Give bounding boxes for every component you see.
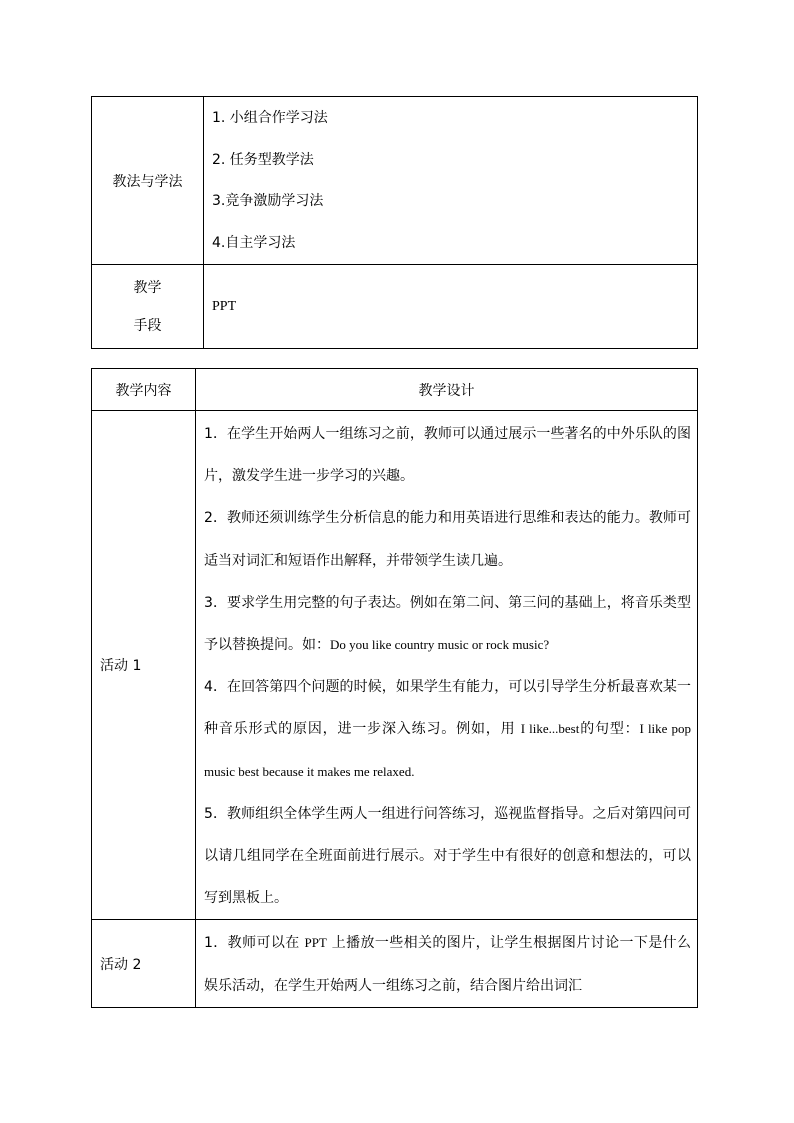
methods-label: 教法与学法 — [112, 173, 183, 190]
activity1-content — [196, 411, 698, 920]
activity2-p1-en: PPT — [304, 935, 327, 951]
activity2-p1-cn2: 上播放一些相关的图片，让学生根据图片讨论一下是什么娱乐活动，在学生开始两人一组练习之前，结合图片给出词汇 — [204, 935, 692, 994]
header-design: 教学设计 — [196, 369, 698, 411]
header-content: 教学内容 — [92, 369, 196, 411]
activity1-p3-cn: 3．要求学生用完整的句子表达。例如在第二问、第三问的基础上，将音乐类型予以替换提问。如： — [204, 594, 691, 654]
methods-list-cell — [204, 97, 698, 265]
activity1-paragraph-5: 5．教师组织全体学生两人一组进行问答练习，巡视监督指导。之后对第四问可以请几组同学在全班面前进行展示。对于学生中有很好的创意和想法的，可以写到黑板上。 — [204, 805, 691, 907]
means-value: PPT — [204, 265, 698, 349]
means-label-line1: 教学 — [133, 279, 162, 296]
method-item: 4.自主学习法 — [212, 234, 296, 251]
activity1-paragraph-1: 1．在学生开始两人一组练习之前，教师可以通过展示一些著名的中外乐队的图片，激发学生进一步学习的兴趣。 — [204, 426, 691, 485]
activity2-paragraph-1 — [204, 922, 691, 1006]
method-item: 1. 小组合作学习法 — [212, 110, 328, 126]
methods-label-cell — [92, 97, 204, 265]
activity1-p4-cn: 4．在回答第四个问题的时候，如果学生有能力，可以引导学生分析最喜欢某一种音乐形式的原因，进一步深入练习。例如，用 — [204, 679, 691, 738]
activity1-paragraph-2: 2．教师还须训练学生分析信息的能力和用英语进行思维和表达的能力。教师可适当对词汇和短语作出解释，并带领学生读几遍。 — [204, 510, 691, 569]
activity1-p4-en2: I like pop music best because it makes me relaxed. — [204, 721, 692, 779]
activity1-label: 活动 1 — [92, 411, 196, 920]
activity2-label: 活动 2 — [92, 920, 196, 1007]
means-label-line2: 手段 — [133, 317, 162, 334]
activity2-p1-cn1: 1．教师可以在 — [204, 935, 305, 952]
activity1-paragraph-4 — [204, 666, 691, 793]
activity1-p4-cn2: 的句型： — [579, 721, 640, 738]
activity1-paragraph-3 — [204, 582, 691, 666]
activity2-content — [196, 920, 698, 1007]
means-label-cell — [92, 265, 204, 349]
design-table — [91, 368, 698, 1008]
activity1-p3-en: Do you like country music or rock music? — [330, 637, 550, 653]
activity1-p4-en1: I like...best — [520, 721, 580, 737]
method-item: 2. 任务型教学法 — [212, 151, 314, 168]
method-item: 3.竞争激励学习法 — [212, 193, 324, 209]
methods-table — [91, 96, 698, 349]
